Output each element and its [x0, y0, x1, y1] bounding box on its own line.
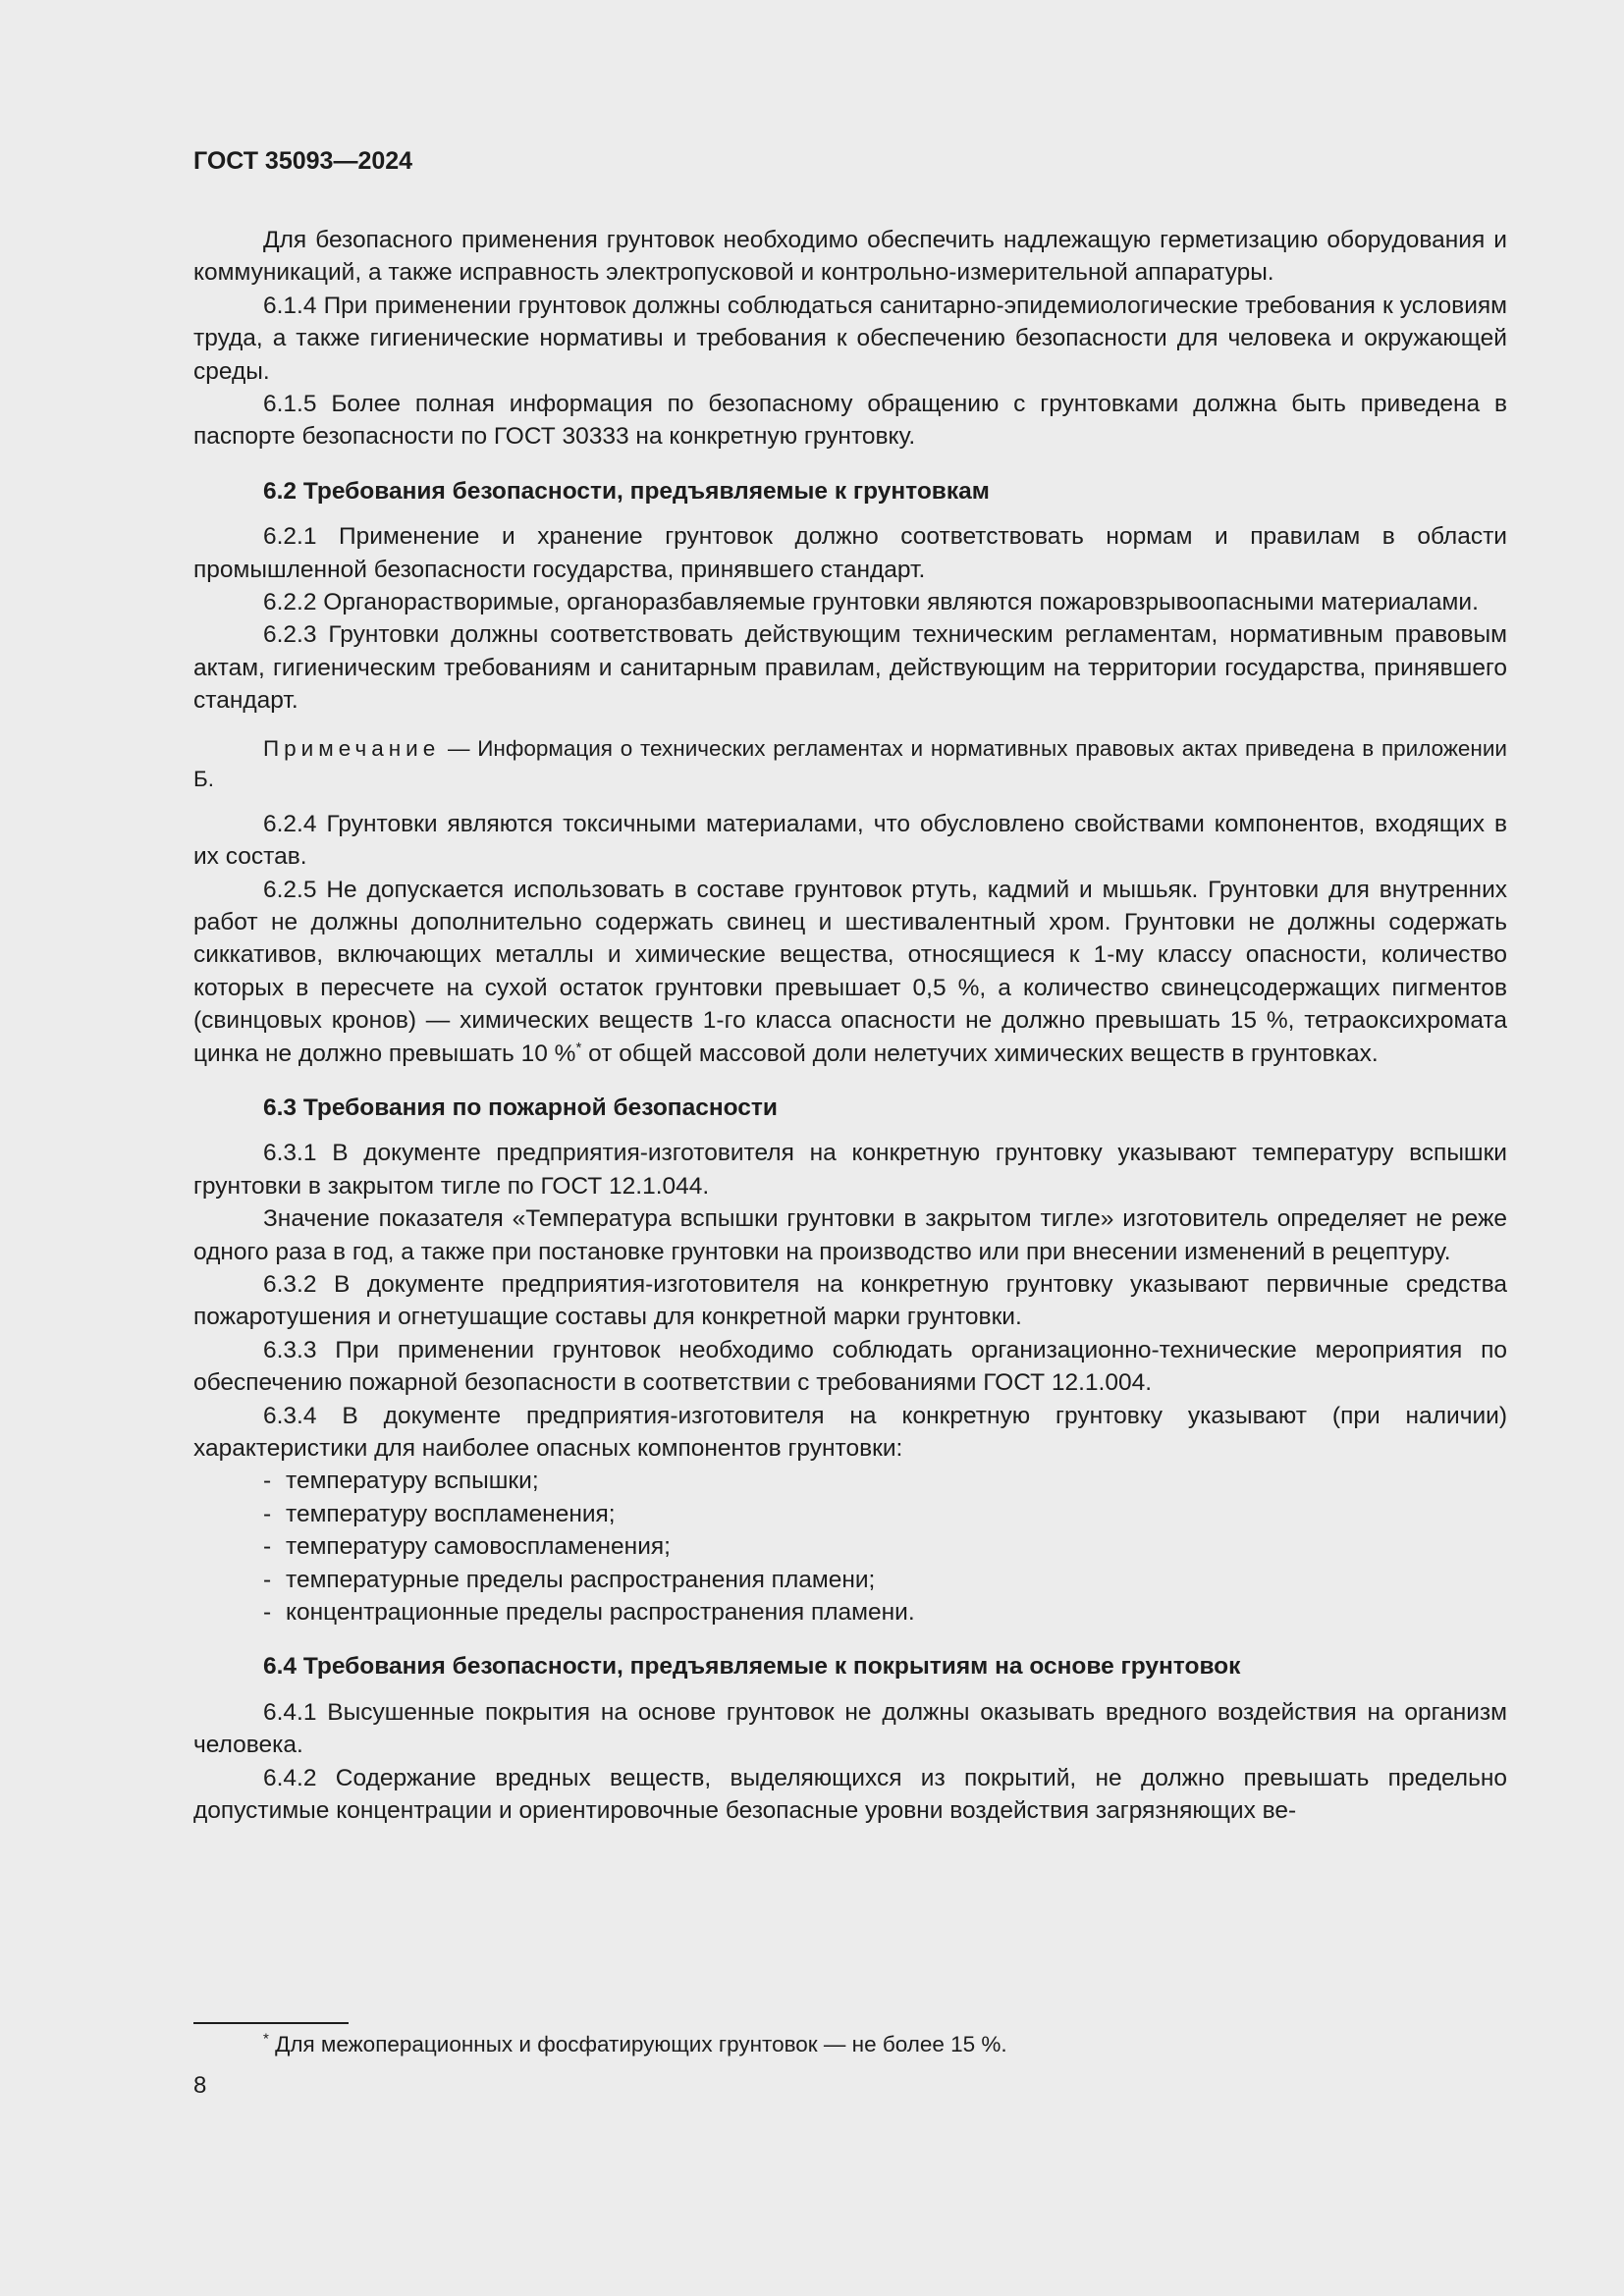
paragraph-6-3-1-continued: Значение показателя «Температура вспышки грунтовки в закрытом тигле» изготовитель определяет не реже одного раза в год, а также при постановке грунтовки на производство или при внесении изменений в рецептуру. — [193, 1205, 1507, 1265]
paragraph-6-2-3: 6.2.3 Грунтовки должны соответствовать действующим техническим регламентам, нормативным правовым актам, гигиеническим требованиям и санитарным правилам, действующим на территории государства, принявшего стандарт. — [193, 621, 1507, 715]
list-item: - температуру воспламенения; — [193, 1498, 1507, 1530]
paragraph-6-2-2: 6.2.2 Органорастворимые, органоразбавляемые грунтовки являются пожаровзрывоопасными материалами. — [263, 589, 1479, 616]
paragraph-6-2-5 — [193, 874, 1507, 1070]
paragraph-6-2-5-tail: от общей массовой доли нелетучих химических веществ в грунтовках. — [581, 1040, 1379, 1067]
footnote-mark: * — [263, 2030, 269, 2048]
note — [193, 733, 1507, 794]
list-item: - температурные пределы распространения пламени; — [193, 1564, 1507, 1596]
paragraph-intro: Для безопасного применения грунтовок необходимо обеспечить надлежащую герметизацию оборудования и коммуникаций, а также исправность электропусковой и контрольно-измерительной аппаратуры. — [193, 227, 1507, 287]
paragraph-6-4-1: 6.4.1 Высушенные покрытия на основе грунтовок не должны оказывать вредного воздействия на организм человека. — [193, 1698, 1507, 1759]
note-text: — Информация о технических регламентах и нормативных правовых актах приведена в приложении Б. — [193, 735, 1507, 791]
list-marker: - — [263, 1533, 272, 1561]
document-body — [193, 224, 1507, 1827]
note-label: Примечание — [263, 735, 441, 761]
list-item: - концентрационные пределы распространения пламени. — [193, 1596, 1507, 1629]
paragraph-6-3-1: 6.3.1 В документе предприятия-изготовителя на конкретную грунтовку указывают температуру вспышки грунтовки в закрытом тигле по ГОСТ 12.1.044. — [193, 1140, 1507, 1200]
paragraph-6-2-1: 6.2.1 Применение и хранение грунтовок должно соответствовать нормам и правилам в области промышленной безопасности государства, принявшего стандарт. — [193, 523, 1507, 583]
hazard-characteristics-list — [193, 1465, 1507, 1629]
page-number: 8 — [193, 2072, 207, 2099]
list-item: - температуру вспышки; — [193, 1465, 1507, 1497]
footnote — [263, 2030, 1007, 2059]
footnote-reference: * — [575, 1039, 582, 1056]
paragraph-6-2-5-main: 6.2.5 Не допускается использовать в составе грунтовок ртуть, кадмий и мышьяк. Грунтовки для внутренних работ не должны дополнительно содержать свинец и шестивалентный хром. Грунтовки не должны содержать сиккативов, включающих металлы и химические вещества, относящиеся к 1-му классу опасности, количество которых в пересчете на сухой остаток грунтовки превышает 0,5 %, а количество свинецсодержащих пигментов (свинцовых кронов) — химических веществ 1-го класса опасности не должно превышать 15 %, тетраоксихромата цинка не должно превышать 10 % — [193, 876, 1507, 1067]
paragraph-6-4-2: 6.4.2 Содержание вредных веществ, выделяющихся из покрытий, не должно превышать предельно допустимые концентрации и ориентировочные безопасные уровни воздействия загрязняющих ве- — [193, 1764, 1507, 1825]
paragraph-6-2-4: 6.2.4 Грунтовки являются токсичными материалами, что обусловлено свойствами компонентов, входящих в их состав. — [193, 810, 1507, 871]
document-header: ГОСТ 35093—2024 — [193, 147, 413, 175]
paragraph-6-3-3: 6.3.3 При применении грунтовок необходимо соблюдать организационно-технические мероприятия по обеспечению пожарной безопасности в соответствии с требованиями ГОСТ 12.1.004. — [193, 1336, 1507, 1397]
paragraph-6-3-4: 6.3.4 В документе предприятия-изготовителя на конкретную грунтовку указывают (при наличии) характеристики для наиболее опасных компонентов грунтовки: — [193, 1402, 1507, 1462]
section-heading-6-2: 6.2 Требования безопасности, предъявляемые к грунтовкам — [263, 477, 990, 505]
footnote-text: Для межоперационных и фосфатирующих грунтовок — не более 15 %. — [268, 2032, 1007, 2056]
paragraph-6-1-5: 6.1.5 Более полная информация по безопасному обращению с грунтовками должна быть приведена в паспорте безопасности по ГОСТ 30333 на конкретную грунтовку. — [193, 391, 1507, 451]
list-marker: - — [263, 1566, 272, 1593]
list-marker: - — [263, 1468, 272, 1495]
footnote-separator — [193, 2022, 349, 2024]
section-heading-6-4: 6.4 Требования безопасности, предъявляемые к покрытиям на основе грунтовок — [263, 1653, 1241, 1681]
paragraph-6-1-4: 6.1.4 При применении грунтовок должны соблюдаться санитарно-эпидемиологические требования к условиям труда, а также гигиенические нормативы и требования к обеспечению безопасности для человека и окружающей среды. — [193, 292, 1507, 385]
list-marker: - — [263, 1599, 272, 1627]
section-heading-6-3: 6.3 Требования по пожарной безопасности — [263, 1094, 778, 1121]
list-item: - температуру самовоспламенения; — [193, 1530, 1507, 1563]
list-marker: - — [263, 1500, 272, 1527]
paragraph-6-3-2: 6.3.2 В документе предприятия-изготовителя на конкретную грунтовку указывают первичные средства пожаротушения и огнетушащие составы для конкретной марки грунтовки. — [193, 1270, 1507, 1331]
